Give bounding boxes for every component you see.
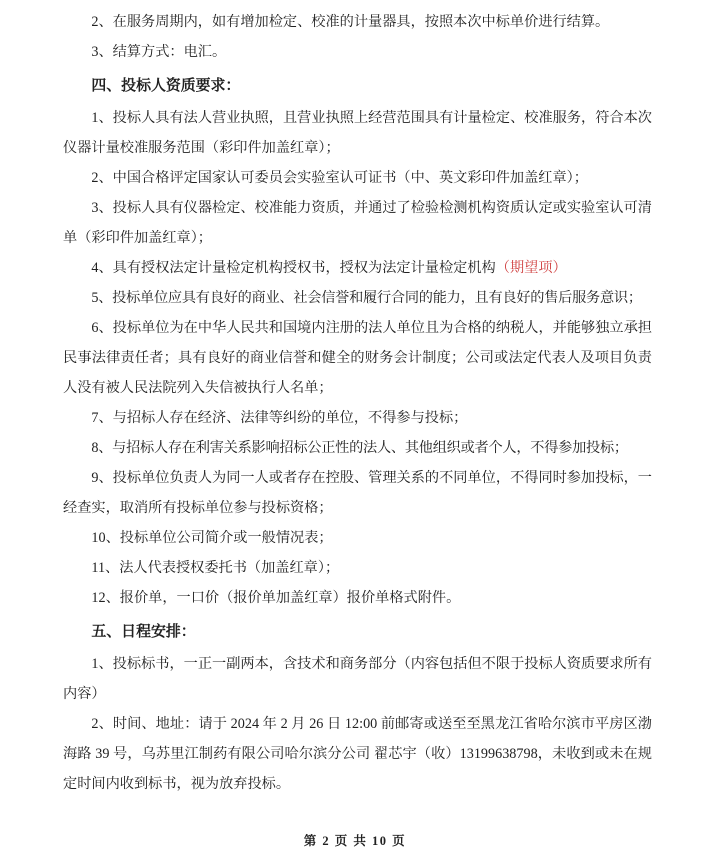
- text-run: 6、投标单位为在中华人民共和国境内注册的法人单位且为合格的纳税人，并能够独立承担民事法律责任者；具有良好的商业信誉和健全的财务会计制度；公司或法定代表人及项目负责人没有被人民法院列入失信被执行人名单；: [63, 320, 652, 396]
- paragraph: [63, 709, 652, 799]
- text-run: 3、结算方式：电汇。: [91, 44, 227, 60]
- paragraph: [63, 553, 652, 583]
- section-heading: [63, 617, 652, 647]
- text-run: 8、与招标人存在利害关系影响招标公正性的法人、其他组织或者个人，不得参加投标；: [91, 440, 628, 456]
- paragraph: [63, 103, 652, 163]
- text-run: 4、具有授权法定计量检定机构授权书，授权为法定计量检定机构: [91, 260, 496, 276]
- document-body: [63, 7, 652, 799]
- text-run: 11、法人代表授权委托书（加盖红章）；: [91, 560, 340, 576]
- paragraph: [63, 283, 652, 313]
- text-run: 5、投标单位应具有良好的商业、社会信誉和履行合同的能力，且有良好的售后服务意识；: [91, 290, 642, 306]
- text-run: 四、投标人资质要求：: [91, 78, 241, 94]
- text-run: 12、报价单，一口价（报价单加盖红章）报价单格式附件。: [91, 590, 461, 606]
- paragraph: [63, 193, 652, 253]
- text-run: 1、投标标书，一正一副两本，含技术和商务部分（内容包括但不限于投标人资质要求所有内容）: [63, 656, 652, 702]
- text-run: 9、投标单位负责人为同一人或者存在控股、管理关系的不同单位，不得同时参加投标，一经查实，取消所有投标单位参与投标资格；: [63, 470, 652, 516]
- text-run: 1、投标人具有法人营业执照，且营业执照上经营范围具有计量检定、校准服务，符合本次仪器计量校准服务范围（彩印件加盖红章）；: [63, 110, 652, 156]
- text-run: 3、投标人具有仪器检定、校准能力资质，并通过了检验检测机构资质认定或实验室认可清单（彩印件加盖红章）；: [63, 200, 652, 246]
- text-run: 五、日程安排：: [91, 624, 196, 640]
- paragraph: [63, 7, 652, 37]
- text-run: 2、中国合格评定国家认可委员会实验室认可证书（中、英文彩印件加盖红章）；: [91, 170, 588, 186]
- page-number-text: 第 2 页 共 10 页: [303, 834, 407, 848]
- text-run: 10、投标单位公司简介或一般情况表；: [91, 530, 333, 546]
- section-heading: [63, 71, 652, 101]
- paragraph: [63, 403, 652, 433]
- text-run: 7、与招标人存在经济、法律等纠纷的单位，不得参与投标；: [91, 410, 468, 426]
- paragraph: [63, 463, 652, 523]
- paragraph: [63, 253, 652, 283]
- paragraph: [63, 583, 652, 613]
- paragraph: [63, 37, 652, 67]
- paragraph: [63, 433, 652, 463]
- page-footer: [0, 831, 710, 850]
- emphasis-red-text: （期望项）: [495, 260, 567, 276]
- paragraph: [63, 649, 652, 709]
- text-run: 2、时间、地址：请于 2024 年 2 月 26 日 12:00 前邮寄或送至至黑龙江省哈尔滨市平房区渤海路 39 号，乌苏里江制药有限公司哈尔滨分公司 翟芯宇（收）13199638798，未收到或未在规定时间内收到标书，视为放弃投标。: [63, 716, 652, 792]
- text-run: 2、在服务周期内，如有增加检定、校准的计量器具，按照本次中标单价进行结算。: [91, 14, 610, 30]
- paragraph: [63, 313, 652, 403]
- paragraph: [63, 163, 652, 193]
- paragraph: [63, 523, 652, 553]
